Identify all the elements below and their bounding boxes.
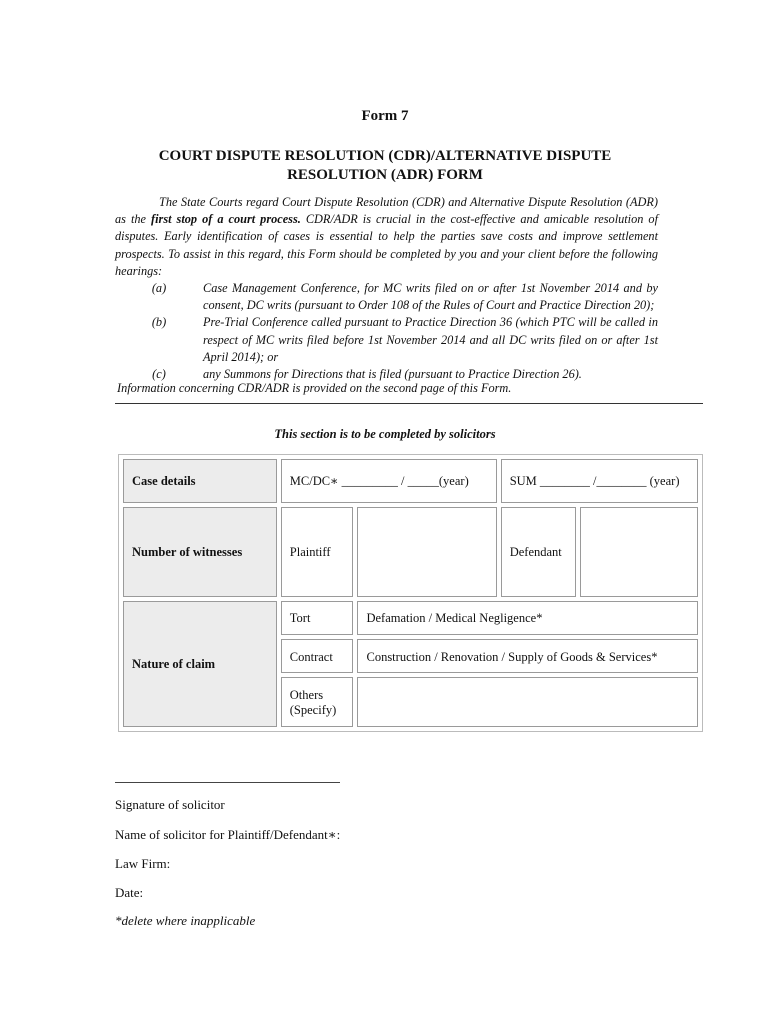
signature-line[interactable] [115, 782, 340, 783]
specify-label: (Specify) [289, 703, 337, 717]
hearing-item-a [115, 280, 658, 314]
others-label: Others [289, 688, 324, 702]
defendant-label: Defendant [501, 507, 576, 597]
claim-detail-contract[interactable]: Construction / Renovation / Supply of Goods & Services* [357, 639, 698, 673]
plaintiff-witnesses-field[interactable] [357, 507, 496, 597]
intro-emphasis: first stop of a court process. [151, 212, 301, 227]
case-details-row [123, 459, 698, 503]
claim-type-tort: Tort [281, 601, 354, 635]
nature-row-tort [123, 601, 698, 635]
nature-of-claim-label: Nature of claim [123, 601, 277, 727]
section-heading: This section is to be completed by solicitors [274, 427, 496, 441]
form-number: Form 7 [361, 108, 409, 124]
divider [115, 403, 703, 404]
law-firm-label: Law Firm: [115, 856, 171, 871]
intro-part-1: The State Courts regard Court Dispute Resolution (CDR) and Alternative Dispute Resolution (ADR) as the [115, 195, 658, 227]
signature-label: Signature of solicitor [115, 797, 225, 812]
claim-type-contract: Contract [281, 639, 354, 673]
form-title [110, 147, 660, 185]
hearing-text: Pre-Trial Conference called pursuant to Practice Direction 36 (which PTC will be called in respect of MC writs filed before 1st November 2014 and all DC writs filed on or after 1st April 2014); or [203, 315, 658, 364]
hearing-text: Case Management Conference, for MC writs filed on or after 1st November 2014 and by consent, DC writs (pursuant to Order 108 of the Rules of Court and Practice Direction 20); [203, 281, 658, 313]
hearing-item-b [115, 314, 658, 366]
claim-detail-tort[interactable]: Defamation / Medical Negligence* [357, 601, 698, 635]
claim-type-others [281, 677, 354, 727]
sum-field[interactable]: SUM ________ /________ (year) [501, 459, 698, 503]
mc-dc-field[interactable]: MC/DC∗ _________ / _____(year) [281, 459, 497, 503]
hearing-label: (c) [152, 367, 166, 382]
hearings-list [115, 280, 658, 383]
intro-paragraph [115, 194, 658, 280]
defendant-witnesses-field[interactable] [580, 507, 699, 597]
hearing-label: (b) [151, 315, 167, 330]
witnesses-row [123, 507, 698, 597]
date-label: Date: [115, 885, 144, 900]
form-title-line-2: RESOLUTION (ADR) FORM [287, 167, 483, 183]
intro-text [115, 194, 658, 383]
hearing-text: any Summons for Directions that is filed (pursuant to Practice Direction 26). [203, 367, 582, 382]
witnesses-label: Number of witnesses [123, 507, 277, 597]
form-title-line-1: COURT DISPUTE RESOLUTION (CDR)/ALTERNATIVE DISPUTE [158, 148, 612, 164]
case-details-table [118, 454, 703, 732]
case-details-label: Case details [123, 459, 277, 503]
delete-note: *delete where inapplicable [115, 913, 256, 928]
hearing-label: (a) [151, 281, 167, 296]
plaintiff-label: Plaintiff [281, 507, 354, 597]
intro-part-2: CDR/ADR is crucial in the cost-effective and amicable resolution of disputes. Early identification of cases is essential to help the parties save costs and improve settlement prospects. To assist in this regard, this Form should be completed by you and your client before the following hearings: [115, 212, 658, 278]
claim-detail-others-field[interactable] [357, 677, 698, 727]
info-note: Information concerning CDR/ADR is provided on the second page of this Form. [117, 381, 512, 395]
solicitor-name-label: Name of solicitor for Plaintiff/Defendant∗: [115, 827, 341, 842]
